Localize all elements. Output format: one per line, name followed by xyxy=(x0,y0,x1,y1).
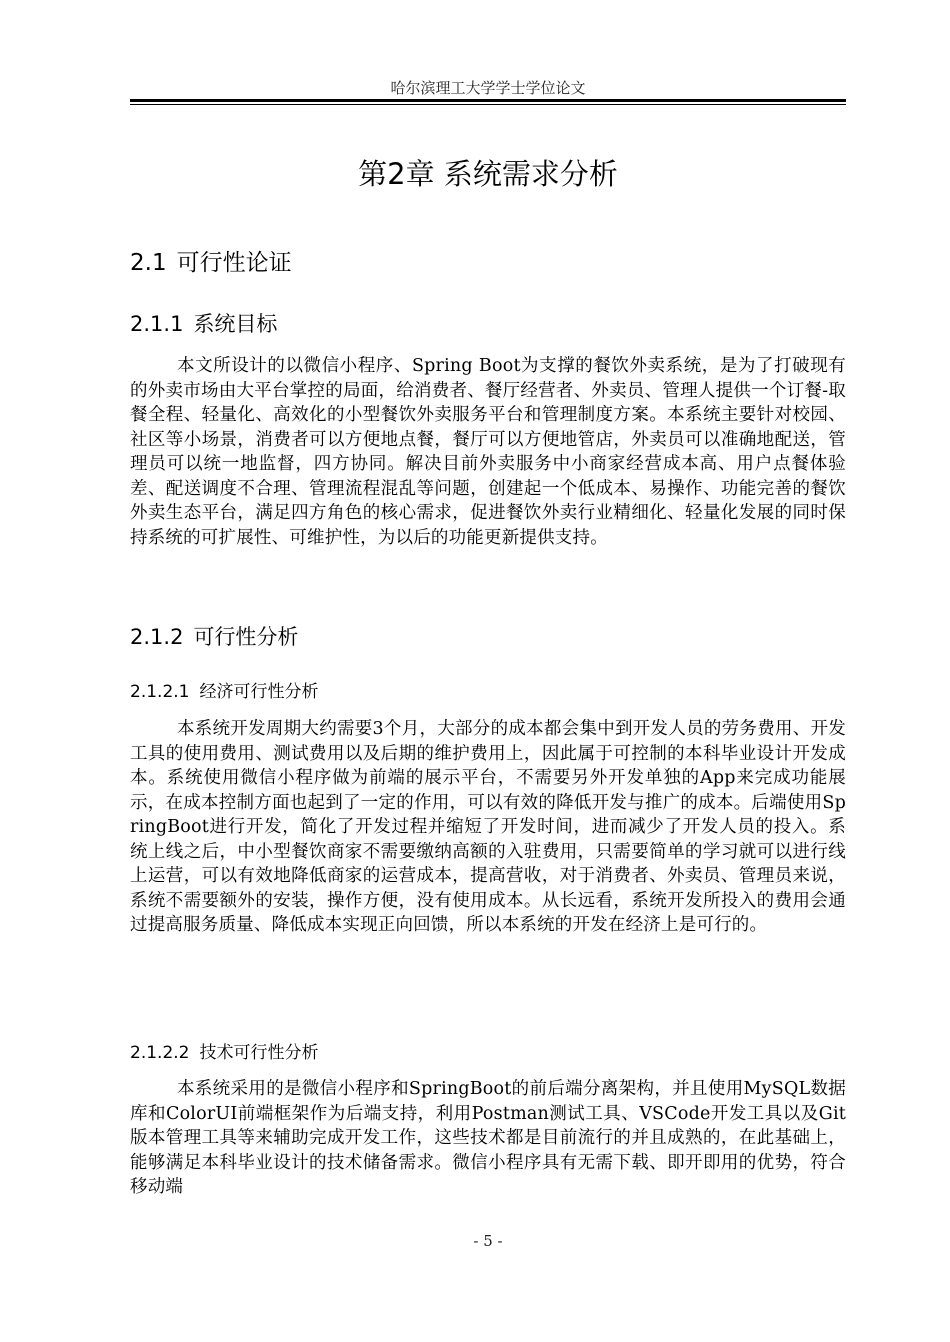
paragraph-system-goal: 本文所设计的以微信小程序、Spring Boot为支撑的餐饮外卖系统，是为了打破现有的外卖市场由大平台掌控的局面，给消费者、餐厅经营者、外卖员、管理人提供一个订餐-取餐全程、轻量化、高效化的小型餐饮外卖服务平台和管理制度方案。本系统主要针对校园、社区等小场景，消费者可以方便地点餐，餐厅可以方便地管店，外卖员可以准确地配送，管理员可以统一地监督，四方协同。解决目前外卖服务中小商家经营成本高、用户点餐体验差、配送调度不合理、管理流程混乱等问题，创建起一个低成本、易操作、功能完善的餐饮外卖生态平台，满足四方角色的核心需求，促进餐饮外卖行业精细化、轻量化发展的同时保持系统的可扩展性、可维护性，为以后的功能更新提供支持。 xyxy=(130,356,846,548)
header-rule-thin xyxy=(130,104,846,105)
section-heading-2-1 xyxy=(130,247,292,279)
paragraph-economic-feasibility: 本系统开发周期大约需要3个月，大部分的成本都会集中到开发人员的劳务费用、开发工具的使用费用、测试费用以及后期的维护费用上，因此属于可控制的本科毕业设计开发成本。系统使用微信小程序做为前端的展示平台，不需要另外开发单独的App来完成功能展示，在成本控制方面也起到了一定的作用，可以有效的降低开发与推广的成本。后端使用SpringBoot进行开发，简化了开发过程并缩短了开发时间，进而减少了开发人员的投入。系统上线之后，中小型餐饮商家不需要缴纳高额的入驻费用，只需要简单的学习就可以进行线上运营，可以有效地降低商家的运营成本，提高营收，对于消费者、外卖员、管理员来说，系统不需要额外的安装，操作方便，没有使用成本。从长远看，系统开发所投入的费用会通过提高服务质量、降低成本实现正向回馈，所以本系统的开发在经济上是可行的。 xyxy=(130,719,846,935)
page-number: - 5 - xyxy=(473,1232,503,1250)
running-header: 哈尔滨理工大学学士学位论文 xyxy=(390,79,586,97)
section-title: 经济可行性分析 xyxy=(199,682,319,702)
section-title: 系统目标 xyxy=(193,312,278,336)
section-title: 可行性论证 xyxy=(176,250,292,276)
section-number: 2.1 xyxy=(130,250,167,276)
section-number: 2.1.2 xyxy=(130,625,184,649)
section-number: 2.1.1 xyxy=(130,312,184,336)
paragraph-technical-feasibility: 本系统采用的是微信小程序和SpringBoot的前后端分离架构，并且使用MySQL数据库和ColorUI前端框架作为后端支持，利用Postman测试工具、VSCode开发工具以及Git版本管理工具等来辅助完成开发工作，这些技术都是目前流行的并且成熟的，在此基础上，能够满足本科毕业设计的技术储备需求。微信小程序具有无需下载、即开即用的优势，符合移动端 xyxy=(130,1079,846,1197)
section-number: 2.1.2.1 xyxy=(130,682,190,702)
header-rule xyxy=(130,99,846,102)
section-heading-2-1-2-1 xyxy=(130,680,318,704)
chapter-title: 第2章 系统需求分析 xyxy=(358,157,618,191)
section-title: 可行性分析 xyxy=(193,625,299,649)
section-number: 2.1.2.2 xyxy=(130,1043,190,1063)
section-title: 技术可行性分析 xyxy=(199,1043,319,1063)
section-heading-2-1-2 xyxy=(130,622,298,652)
section-heading-2-1-1 xyxy=(130,309,277,339)
section-heading-2-1-2-2 xyxy=(130,1041,318,1065)
